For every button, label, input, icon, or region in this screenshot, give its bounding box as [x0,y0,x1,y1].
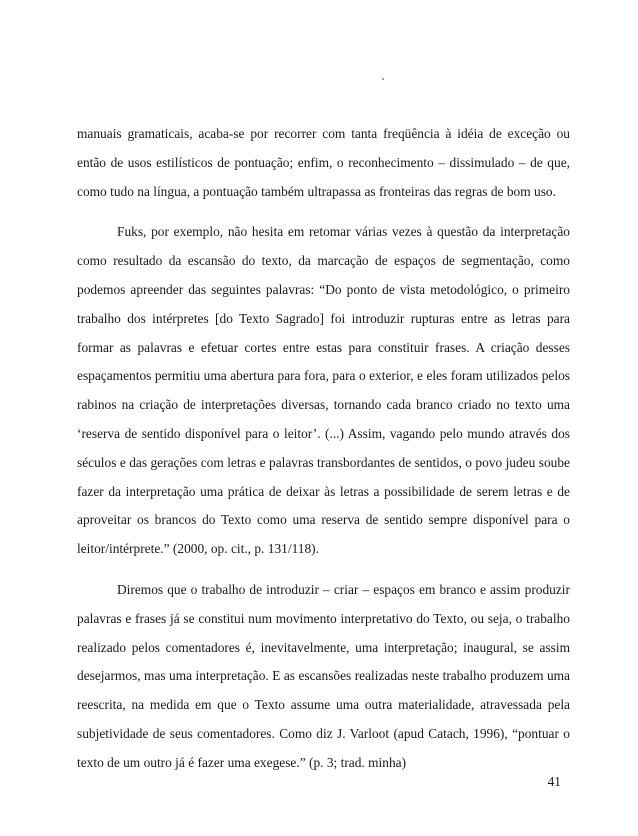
body-text [77,120,570,778]
paragraph-3: Diremos que o trabalho de introduzir – criar – espaços em branco e assim produzir palavras e frases já se constitui num movimento interpretativo do Texto, ou seja, o trabalho realizado pelos comentadores é, inevitavelmente, uma interpretação; inaugural, se assim desejarmos, mas uma interpretação. E as escansões realizadas neste trabalho produzem uma reescrita, na medida em que o Texto assume uma outra materialidade, atravessada pela subjetividade de seus comentadores. Como diz J. Varloot (apud Catach, 1996), “pontuar o texto de um outro já é fazer uma exegese.” (p. 3; trad. minha) [77,581,570,770]
page-number: 41 [547,774,561,789]
paragraph-2: Fuks, por exemplo, não hesita em retomar várias vezes à questão da interpretação como resultado da escansão do texto, da marcação de espaços de segmentação, como podemos apreender das seguintes palavras: “Do ponto de vista metodológico, o primeiro trabalho dos intérpretes [do Texto Sagrado] foi introduzir rupturas entre as letras para formar as palavras e efetuar cortes entre estas para constituir frases. A criação desses espaçamentos permitiu uma abertura para fora, para o exterior, e eles foram utilizados pelos rabinos na criação de interpretações diversas, tornando cada branco criado no texto uma ‘reserva de sentido disponível para o leitor’. (...) Assim, vagando pelo mundo através dos séculos e das gerações com letras e palavras transbordantes de sentidos, o povo judeu soube fazer da interpretação uma prática de deixar às letras a possibilidade de serem letras e de aproveitar os brancos do Texto como uma reserva de sentido sempre disponível para o leitor/intérprete.” (2000, op. cit., p. 131/118). [77,224,570,557]
scan-speck [382,78,384,80]
paragraph-1: manuais gramaticais, acaba-se por recorrer com tanta freqüência à idéia de exceção ou então de usos estilísticos de pontuação; enfim, o reconhecimento – dissimulado – de que, como tudo na língua, a pontuação também ultrapassa as fronteiras das regras de bom uso. [77,126,570,199]
